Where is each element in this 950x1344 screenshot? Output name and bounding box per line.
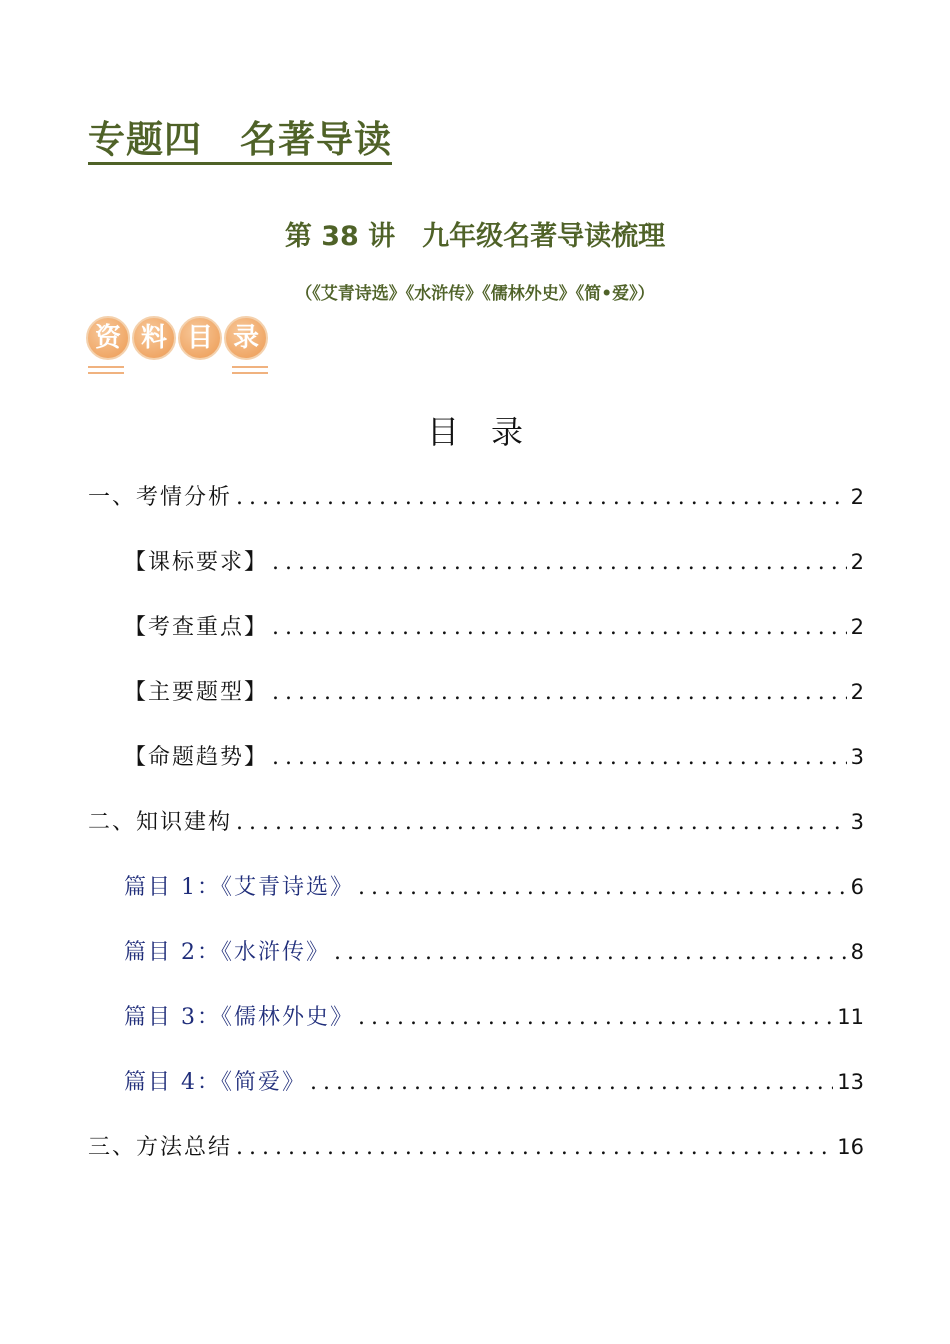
badge-char: 资 [86, 316, 130, 360]
toc-entry[interactable] [124, 1000, 864, 1034]
toc-entry-label: 【命题趋势】 [124, 745, 269, 770]
badge-char: 录 [224, 316, 268, 360]
lecture-subtitle: （《艾青诗选》《水浒传》《儒林外史》《简•爱》） [295, 284, 655, 304]
toc-entry-page: 3 [850, 745, 864, 769]
toc-entry-label: 【课标要求】 [124, 550, 269, 575]
badge-char: 料 [132, 316, 176, 360]
toc-entry[interactable] [124, 1065, 864, 1099]
toc-dot-leader [272, 676, 847, 710]
toc-heading: 目 录 [426, 413, 523, 451]
toc-entry[interactable] [124, 870, 864, 904]
toc-entry-page: 2 [850, 680, 864, 704]
toc-dot-leader [358, 1001, 833, 1035]
toc-entry[interactable] [124, 740, 864, 774]
materials-contents-badge [86, 316, 276, 378]
lecture-title: 第 38 讲 九年级名著导读梳理 [284, 221, 666, 252]
toc-entry[interactable] [124, 675, 864, 709]
toc-entry[interactable] [88, 1130, 864, 1164]
toc-entry-page: 6 [850, 875, 864, 899]
toc-entry-label: 篇目 2：《水浒传》 [124, 940, 330, 965]
toc-entry-page: 11 [837, 1005, 864, 1029]
toc-entry-page: 13 [837, 1070, 864, 1094]
toc-entry-label: 【考查重点】 [124, 615, 269, 640]
toc-dot-leader [236, 806, 847, 840]
toc-entry[interactable] [124, 610, 864, 644]
toc-entry[interactable] [88, 805, 864, 839]
toc-entry-label: 一、考情分析 [88, 485, 233, 510]
toc-entry[interactable] [124, 545, 864, 579]
toc-dot-leader [334, 936, 847, 970]
toc-entry-page: 2 [850, 485, 864, 509]
toc-entry[interactable] [124, 935, 864, 969]
toc-entry-label: 篇目 4：《简爱》 [124, 1070, 306, 1095]
toc-dot-leader [272, 611, 847, 645]
toc-entry-page: 16 [837, 1135, 864, 1159]
toc-dot-leader [236, 1131, 833, 1165]
toc-entry[interactable] [88, 480, 864, 514]
toc-entry-label: 篇目 3：《儒林外史》 [124, 1005, 354, 1030]
toc-entry-label: 【主要题型】 [124, 680, 269, 705]
toc-entry-page: 2 [850, 550, 864, 574]
toc-dot-leader [358, 871, 847, 905]
toc-dot-leader [310, 1066, 833, 1100]
badge-decoration-left [88, 366, 124, 374]
toc-entry-label: 二、知识建构 [88, 810, 233, 835]
toc-dot-leader [272, 741, 847, 775]
toc-dot-leader [272, 546, 847, 580]
toc-entry-label: 篇目 1：《艾青诗选》 [124, 875, 354, 900]
toc-entry-page: 3 [850, 810, 864, 834]
toc-entry-page: 8 [850, 940, 864, 964]
toc-dot-leader [236, 481, 847, 515]
toc-entry-page: 2 [850, 615, 864, 639]
badge-char: 目 [178, 316, 222, 360]
toc-entry-label: 三、方法总结 [88, 1135, 233, 1160]
badge-decoration-right [232, 366, 268, 374]
topic-title: 专题四 名著导读 [88, 118, 392, 165]
